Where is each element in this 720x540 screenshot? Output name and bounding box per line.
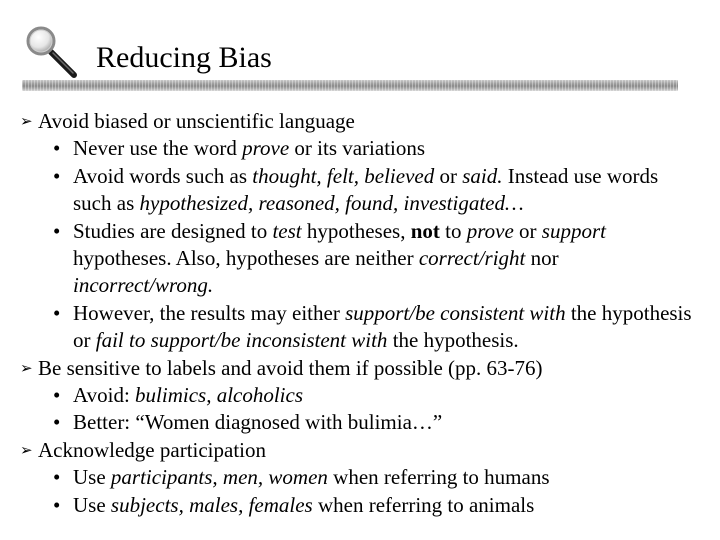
sub-bullet-however-results: • However, the results may either support/be consistent with the hypothesis or fail to support/be inconsistent with the hypothesis. (53, 300, 692, 353)
bullet-be-sensitive-to-labels: ➢ Be sensitive to labels and avoid them if possible (pp. 63-76) (20, 355, 700, 382)
dot-bullet-icon: • (53, 492, 61, 517)
magnifying-glass-icon (22, 22, 84, 84)
sub-bullet-avoid-labels: • Avoid: bulimics, alcoholics (20, 382, 700, 409)
dot-bullet-icon: • (53, 218, 61, 243)
dot-bullet-icon: • (53, 163, 61, 188)
sub-bullet-humans: • Use participants, men, women when referring to humans (20, 464, 700, 491)
slide-title: Reducing Bias (96, 41, 272, 74)
sub-bullet-never-use-prove: • Never use the word prove or its variations (20, 135, 700, 162)
dot-bullet-icon: • (53, 410, 61, 435)
dot-bullet-icon: • (53, 465, 61, 490)
arrow-bullet-icon: ➢ (20, 358, 33, 377)
bullet-acknowledge-participation: ➢ Acknowledge participation (20, 437, 700, 464)
title-divider (22, 80, 678, 91)
bullet-avoid-biased-language: ➢ Avoid biased or unscientific language (20, 108, 700, 135)
sub-bullet-avoid-words: • Avoid words such as thought, felt, believed or said. Instead use words such as hypothesized, reasoned, found, investigated… (53, 163, 659, 216)
dot-bullet-icon: • (53, 300, 61, 325)
arrow-bullet-icon: ➢ (20, 440, 33, 459)
arrow-bullet-icon: ➢ (20, 112, 33, 130)
dot-bullet-icon: • (53, 136, 61, 161)
sub-bullet-studies-designed: • Studies are designed to test hypotheses, not to prove or support hypotheses. Also, hypotheses are neither correct/right nor incorrect/wrong. (53, 218, 606, 298)
sub-bullet-better-labels: • Better: “Women diagnosed with bulimia…” (20, 409, 700, 436)
dot-bullet-icon: • (53, 383, 61, 408)
sub-bullet-animals: • Use subjects, males, females when referring to animals (20, 492, 700, 519)
bullet-list (20, 108, 700, 519)
